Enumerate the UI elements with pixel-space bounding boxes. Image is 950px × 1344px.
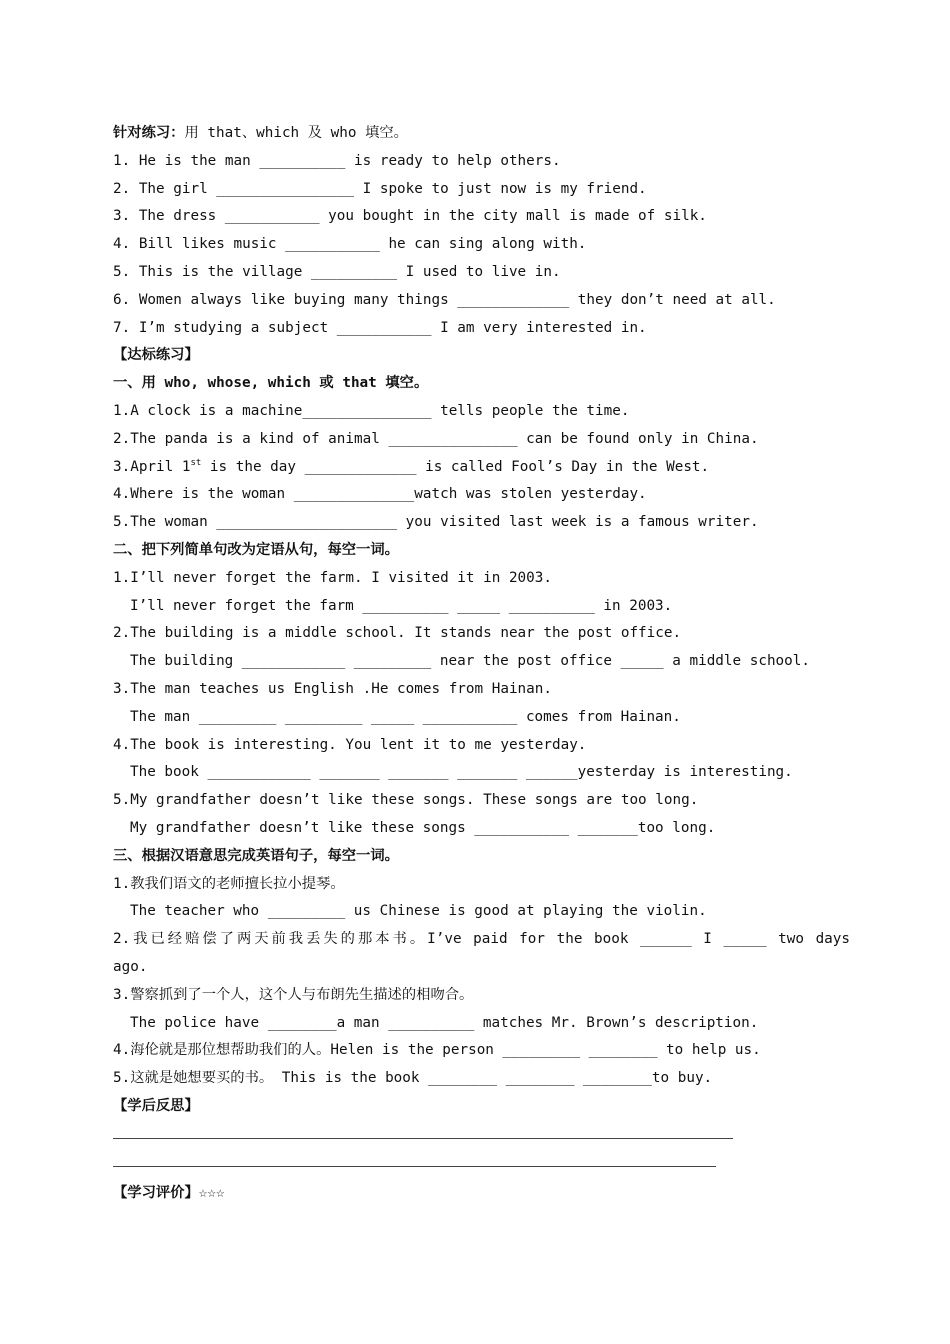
part3-answer: The teacher who _________ us Chinese is good at playing the violin. — [130, 903, 707, 920]
part1-item3-sup: st — [190, 457, 202, 468]
part2-answer: The book ____________ _______ _______ _______ ______yesterday is interesting. — [130, 764, 793, 781]
part1-item: 2.The panda is a kind of animal _______________ can be found only in China. — [113, 430, 759, 447]
intro-item: 1. He is the man __________ is ready to help others. — [113, 152, 561, 169]
part2-question: 4.The book is interesting. You lent it to me yesterday. — [113, 736, 587, 753]
intro-item: 2. The girl ________________ I spoke to just now is my friend. — [113, 180, 647, 197]
reflection-line-2 — [113, 1166, 716, 1167]
part1-item3-b: is the day _____________ is called Fool’s Day in the West. — [201, 458, 710, 475]
intro-item: 4. Bill likes music ___________ he can sing along with. — [113, 236, 587, 253]
intro-item: 3. The dress ___________ you bought in the city mall is made of silk. — [113, 208, 707, 225]
part3-question: 4.海伦就是那位想帮助我们的人。Helen is the person _________ ________ to help us. — [113, 1042, 761, 1059]
intro-item: 6. Women always like buying many things _____________ they don’t need at all. — [113, 291, 776, 308]
intro-item: 5. This is the village __________ I used to live in. — [113, 263, 561, 280]
part2-answer: I’ll never forget the farm __________ _____ __________ in 2003. — [130, 597, 673, 614]
intro-label: 针对练习： — [113, 125, 185, 141]
evaluation-heading: 【学习评价】☆☆☆ — [113, 1185, 225, 1201]
part2-answer: My grandfather doesn’t like these songs ___________ _______too long. — [130, 819, 716, 836]
part1-item: 1.A clock is a machine_______________ tells people the time. — [113, 402, 630, 419]
section-dabiao-heading: 【达标练习】 — [113, 347, 199, 364]
part2-question: 1.I’ll never forget the farm. I visited it in 2003. — [113, 569, 552, 586]
part2-answer: The building ____________ _________ near the post office _____ a middle school. — [130, 653, 810, 670]
intro-line — [113, 120, 850, 148]
part3-question: 3.警察抓到了一个人，这个人与布朗先生描述的相吻合。 — [113, 986, 474, 1003]
part3-question: 1.教我们语文的老师擅长拉小提琴。 — [113, 875, 345, 892]
part2-heading: 二、把下列简单句改为定语从句，每空一词。 — [113, 541, 399, 558]
part3-answer: The police have ________a man __________ matches Mr. Brown’s description. — [130, 1014, 759, 1031]
part1-heading: 一、用 who, whose, which 或 that 填空。 — [113, 375, 429, 392]
part2-answer: The man _________ _________ _____ ___________ comes from Hainan. — [130, 708, 681, 725]
part2-question: 3.The man teaches us English .He comes from Hainan. — [113, 680, 552, 697]
part1-item-3 — [113, 454, 850, 482]
intro-item: 7. I’m studying a subject ___________ I am very interested in. — [113, 319, 647, 336]
reflection-heading: 【学后反思】 — [113, 1097, 199, 1114]
part2-question: 5.My grandfather doesn’t like these songs. These songs are too long. — [113, 792, 699, 809]
part1-item: 5.The woman _____________________ you visited last week is a famous writer. — [113, 514, 759, 531]
part1-item3-a: 3.April 1 — [113, 458, 191, 475]
part2-question: 2.The building is a middle school. It stands near the post office. — [113, 625, 682, 642]
part3-question: 5.这就是她想要买的书。 This is the book ________ ________ ________to buy. — [113, 1070, 713, 1087]
worksheet — [113, 120, 850, 1121]
part1-item: 4.Where is the woman ______________watch was stolen yesterday. — [113, 486, 647, 503]
intro-text: 用 that、which 及 who 填空。 — [184, 125, 408, 141]
part3-question: 2.我已经赔偿了两天前我丢失的那本书。I’ve paid for the book ______ I _____ two days — [113, 931, 850, 948]
part3-continuation: ago. — [113, 958, 148, 975]
part3-heading: 三、根据汉语意思完成英语句子，每空一词。 — [113, 847, 399, 864]
reflection-line-1 — [113, 1138, 733, 1139]
